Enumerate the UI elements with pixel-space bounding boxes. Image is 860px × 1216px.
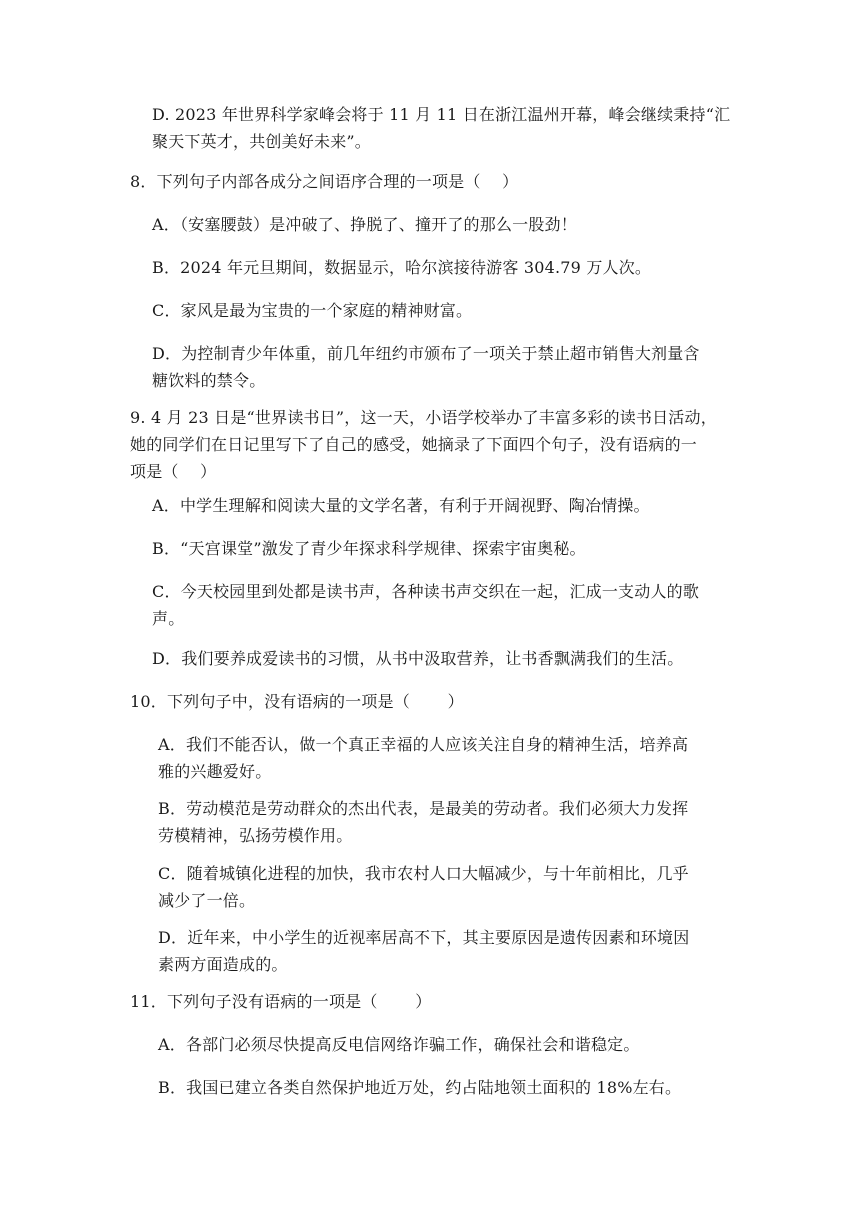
question-stem: 项是（ ） <box>130 462 217 481</box>
question-10-option-a <box>158 731 746 785</box>
option-line: 声。 <box>152 609 185 628</box>
option-line: 聚天下英才，共创美好未来”。 <box>152 132 371 151</box>
option-line: A．（安塞腰鼓）是冲破了、挣脱了、撞开了的那么一股劲！ <box>152 215 577 234</box>
question-10-option-d <box>158 924 746 978</box>
option-line: D．我们要养成爱读书的习惯，从书中汲取营养，让书香飘满我们的生活。 <box>152 649 684 668</box>
question-stem: 11．下列句子没有语病的一项是（ ） <box>130 992 432 1011</box>
option-line: D．为控制青少年体重，前几年纽约市颁布了一项关于禁止超市销售大剂量含 <box>152 344 700 363</box>
question-9 <box>130 404 740 485</box>
question-9-option-b <box>152 535 740 562</box>
question-stem: 10．下列句子中，没有语病的一项是（ ） <box>130 692 464 711</box>
question-9-option-d <box>152 645 740 672</box>
option-line: B．我国已建立各类自然保护地近万处，约占陆地领土面积的 18%左右。 <box>158 1078 682 1097</box>
question-10-option-c <box>158 860 746 914</box>
question-8-option-c <box>152 297 740 324</box>
question-10-option-b <box>158 795 746 849</box>
question-8-option-a <box>152 211 740 238</box>
question-8-option-b <box>152 254 740 281</box>
question-stem: 8．下列句子内部各成分之间语序合理的一项是（ ） <box>130 172 519 191</box>
option-line: B．劳动模范是劳动群众的杰出代表，是最美的劳动者。我们必须大力发挥 <box>158 799 689 818</box>
question-9-option-c <box>152 578 740 632</box>
option-line: A．中学生理解和阅读大量的文学名著，有利于开阔视野、陶冶情操。 <box>152 496 650 515</box>
question-10 <box>130 688 740 715</box>
option-line: C．今天校园里到处都是读书声，各种读书声交织在一起，汇成一支动人的歌 <box>152 582 700 601</box>
option-line: 减少了一倍。 <box>158 891 256 910</box>
option-line: A．各部门必须尽快提高反电信网络诈骗工作，确保社会和谐稳定。 <box>158 1035 640 1054</box>
question-stem: 她的同学们在日记里写下了自己的感受，她摘录了下面四个句子，没有语病的一 <box>130 435 698 454</box>
option-line: 素两方面造成的。 <box>158 955 288 974</box>
question-11-option-a <box>158 1031 746 1058</box>
option-line: A．我们不能否认，做一个真正幸福的人应该关注自身的精神生活，培养高 <box>158 735 689 754</box>
option-line: 雅的兴趣爱好。 <box>158 762 272 781</box>
question-11 <box>130 988 740 1015</box>
option-line: 糖饮料的禁令。 <box>152 371 266 390</box>
option-line: B．2024 年元旦期间，数据显示，哈尔滨接待游客 304.79 万人次。 <box>152 258 652 277</box>
option-line: C．随着城镇化进程的加快，我市农村人口大幅减少，与十年前相比，几乎 <box>158 864 689 883</box>
question-8-option-d <box>152 340 740 394</box>
question-9-option-a <box>152 492 740 519</box>
option-line: D．近年来，中小学生的近视率居高不下，其主要原因是遗传因素和环境因 <box>158 928 690 947</box>
question-11-option-b <box>158 1074 746 1101</box>
option-line: D. 2023 年世界科学家峰会将于 11 月 11 日在浙江温州开幕，峰会继续秉持“汇 <box>152 105 731 124</box>
option-line: C．家风是最为宝贵的一个家庭的精神财富。 <box>152 301 473 320</box>
question-stem: 9. 4 月 23 日是“世界读书日”，这一天，小语学校举办了丰富多彩的读书日活动， <box>130 408 717 427</box>
question-7-option-d <box>152 101 740 155</box>
question-8 <box>130 168 740 195</box>
option-line: B．“天宫课堂”激发了青少年探求科学规律、探索宇宙奥秘。 <box>152 539 586 558</box>
option-line: 劳模精神，弘扬劳模作用。 <box>158 826 353 845</box>
